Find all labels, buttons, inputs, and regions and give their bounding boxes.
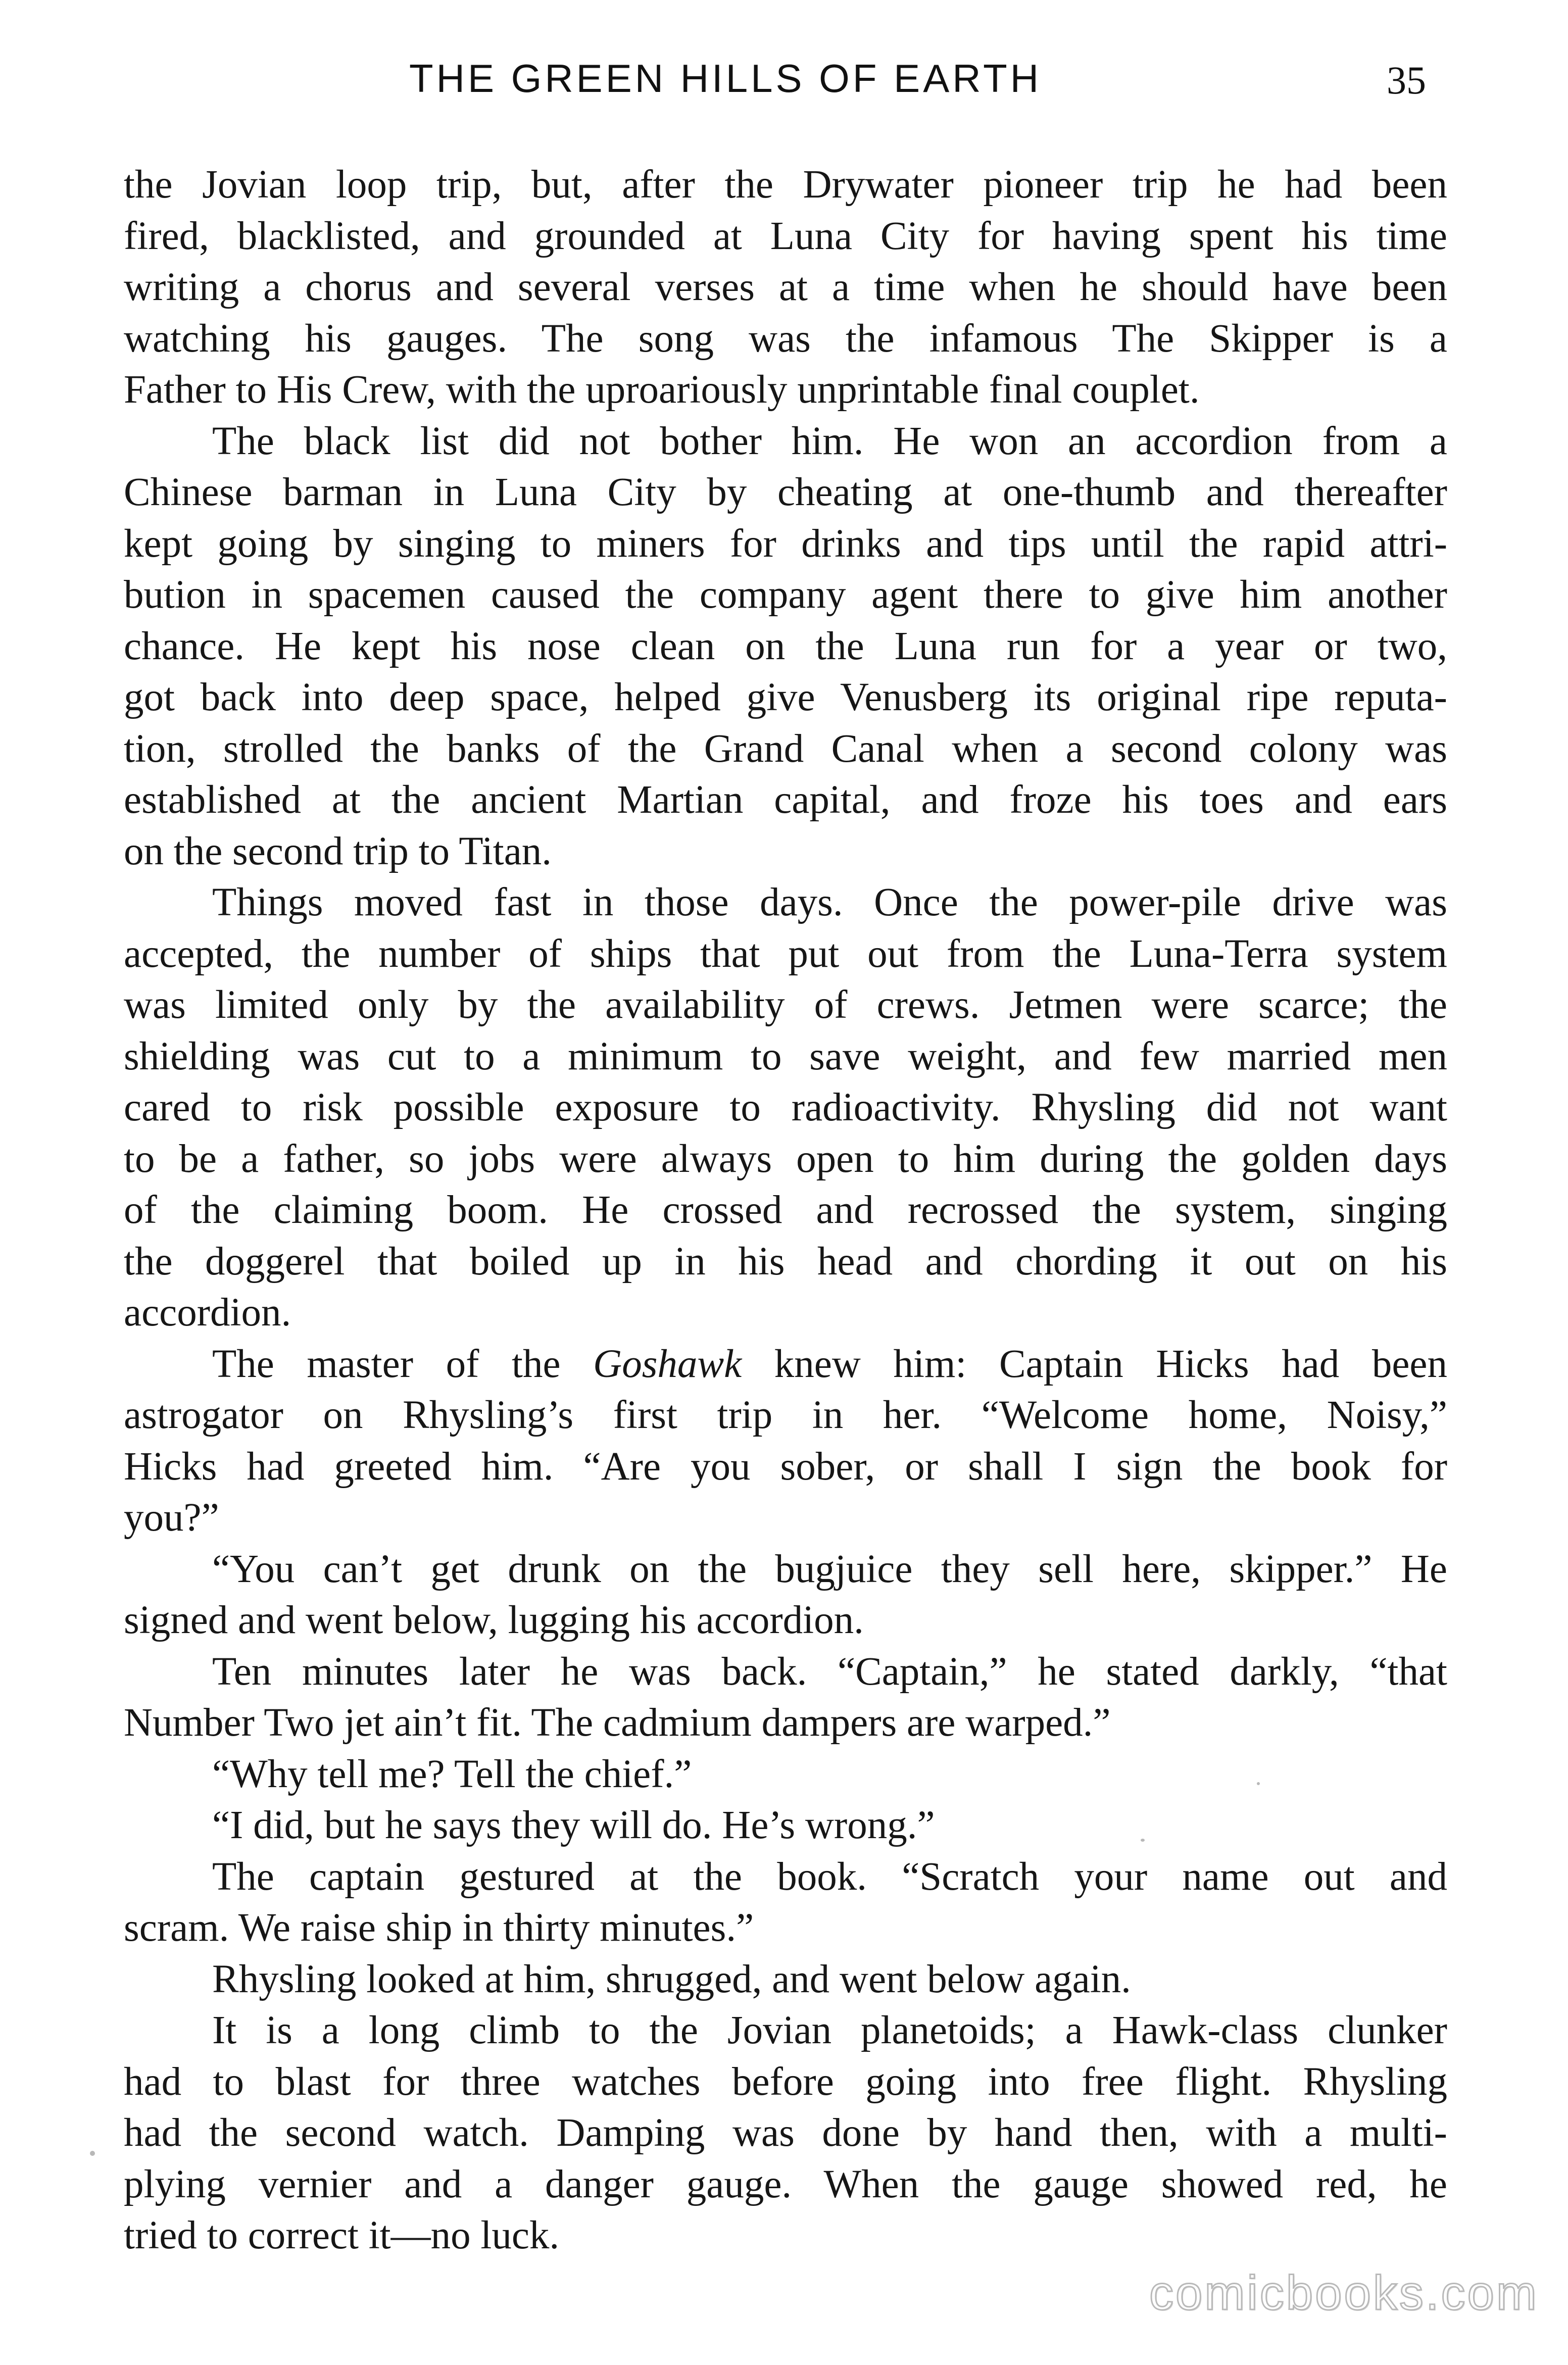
text-line: scram. We raise ship in thirty minutes.” bbox=[124, 1906, 754, 1950]
text-line: Father to His Crew, with the uproariously unprintable final couplet. bbox=[124, 368, 1200, 412]
running-title: THE GREEN HILLS OF EARTH bbox=[409, 56, 1042, 101]
text-line: of the claiming boom. He crossed and recrossed the system, singing bbox=[124, 1188, 1447, 1232]
paragraph-first-line: Ten minutes later he was back. “Captain,” he stated darkly, “that bbox=[212, 1649, 1447, 1694]
paragraph-first-line: The black list did not bother him. He won an accordion from a bbox=[212, 419, 1447, 463]
paragraph-first-line: The master of the Goshawk knew him: Captain Hicks had been bbox=[212, 1342, 1448, 1386]
text-line: chance. He kept his nose clean on the Luna run for a year or two, bbox=[124, 624, 1447, 668]
paragraph-first-line: Things moved fast in those days. Once the power-pile drive was bbox=[212, 880, 1447, 924]
running-head bbox=[0, 56, 1568, 111]
text-line: got back into deep space, helped give Venusberg its original ripe reputa- bbox=[124, 675, 1447, 719]
paragraph-first-line: Rhysling looked at him, shrugged, and went below again. bbox=[212, 1957, 1131, 2001]
page-number: 35 bbox=[1387, 58, 1426, 102]
text-line: established at the ancient Martian capital, and froze his toes and ears bbox=[124, 778, 1447, 822]
scan-speck bbox=[90, 2151, 95, 2156]
text-line: astrogator on Rhysling’s first trip in her. “Welcome home, Noisy,” bbox=[124, 1393, 1447, 1437]
text-line: kept going by singing to miners for drinks and tips until the rapid attri- bbox=[124, 521, 1447, 566]
text-line: accepted, the number of ships that put out from the Luna-Terra system bbox=[124, 931, 1447, 976]
text-line: signed and went below, lugging his accordion. bbox=[124, 1598, 864, 1642]
text-line: had the second watch. Damping was done by hand then, with a multi- bbox=[124, 2111, 1447, 2155]
text-line: Hicks had greeted him. “Are you sober, or shall I sign the book for bbox=[124, 1444, 1447, 1489]
scan-speck bbox=[1257, 1782, 1260, 1785]
text-line: tion, strolled the banks of the Grand Canal when a second colony was bbox=[124, 726, 1447, 771]
text-line: bution in spacemen caused the company agent there to give him another bbox=[124, 573, 1447, 617]
text-line: was limited only by the availability of crews. Jetmen were scarce; the bbox=[124, 983, 1447, 1027]
watermark-logo: comicbooks.com bbox=[1149, 2266, 1539, 2320]
text-line: fired, blacklisted, and grounded at Luna City for having spent his time bbox=[124, 214, 1447, 258]
text-line: cared to risk possible exposure to radioactivity. Rhysling did not want bbox=[124, 1086, 1447, 1129]
text-line: had to blast for three watches before going into free flight. Rhysling bbox=[124, 2059, 1447, 2104]
text-line: plying vernier and a danger gauge. When the gauge showed red, he bbox=[124, 2162, 1447, 2206]
body-text bbox=[124, 159, 1447, 2261]
text-line: the Jovian loop trip, but, after the Drywater pioneer trip he had been bbox=[124, 163, 1447, 207]
scan-speck bbox=[1141, 1839, 1145, 1842]
text-line: to be a father, so jobs were always open to him during the golden days bbox=[124, 1137, 1447, 1181]
paragraph-first-line: The captain gestured at the book. “Scratch your name out and bbox=[212, 1854, 1447, 1899]
ship-name: Goshawk bbox=[593, 1342, 742, 1386]
paragraph-first-line: It is a long climb to the Jovian planetoids; a Hawk-class clunker bbox=[212, 2008, 1447, 2052]
text-line: writing a chorus and several verses at a time when he should have been bbox=[124, 265, 1447, 309]
paragraph-first-line: “You can’t get drunk on the bugjuice they sell here, skipper.” He bbox=[212, 1547, 1447, 1591]
paragraph-first-line: “Why tell me? Tell the chief.” bbox=[212, 1752, 692, 1796]
text-line: Chinese barman in Luna City by cheating at one-thumb and thereafter bbox=[124, 470, 1447, 514]
paragraph-first-line: “I did, but he says they will do. He’s wrong.” bbox=[212, 1803, 935, 1847]
text-line: Number Two jet ain’t fit. The cadmium dampers are warped.” bbox=[124, 1701, 1111, 1745]
text-line: you?” bbox=[124, 1496, 219, 1540]
text-line: on the second trip to Titan. bbox=[124, 829, 552, 873]
text-line: watching his gauges. The song was the infamous The Skipper is a bbox=[124, 316, 1447, 361]
text-line: shielding was cut to a minimum to save weight, and few married men bbox=[124, 1034, 1447, 1078]
text-line: tried to correct it—no luck. bbox=[124, 2213, 560, 2257]
text-line: accordion. bbox=[124, 1291, 291, 1335]
text-line: the doggerel that boiled up in his head and chording it out on his bbox=[124, 1239, 1447, 1284]
